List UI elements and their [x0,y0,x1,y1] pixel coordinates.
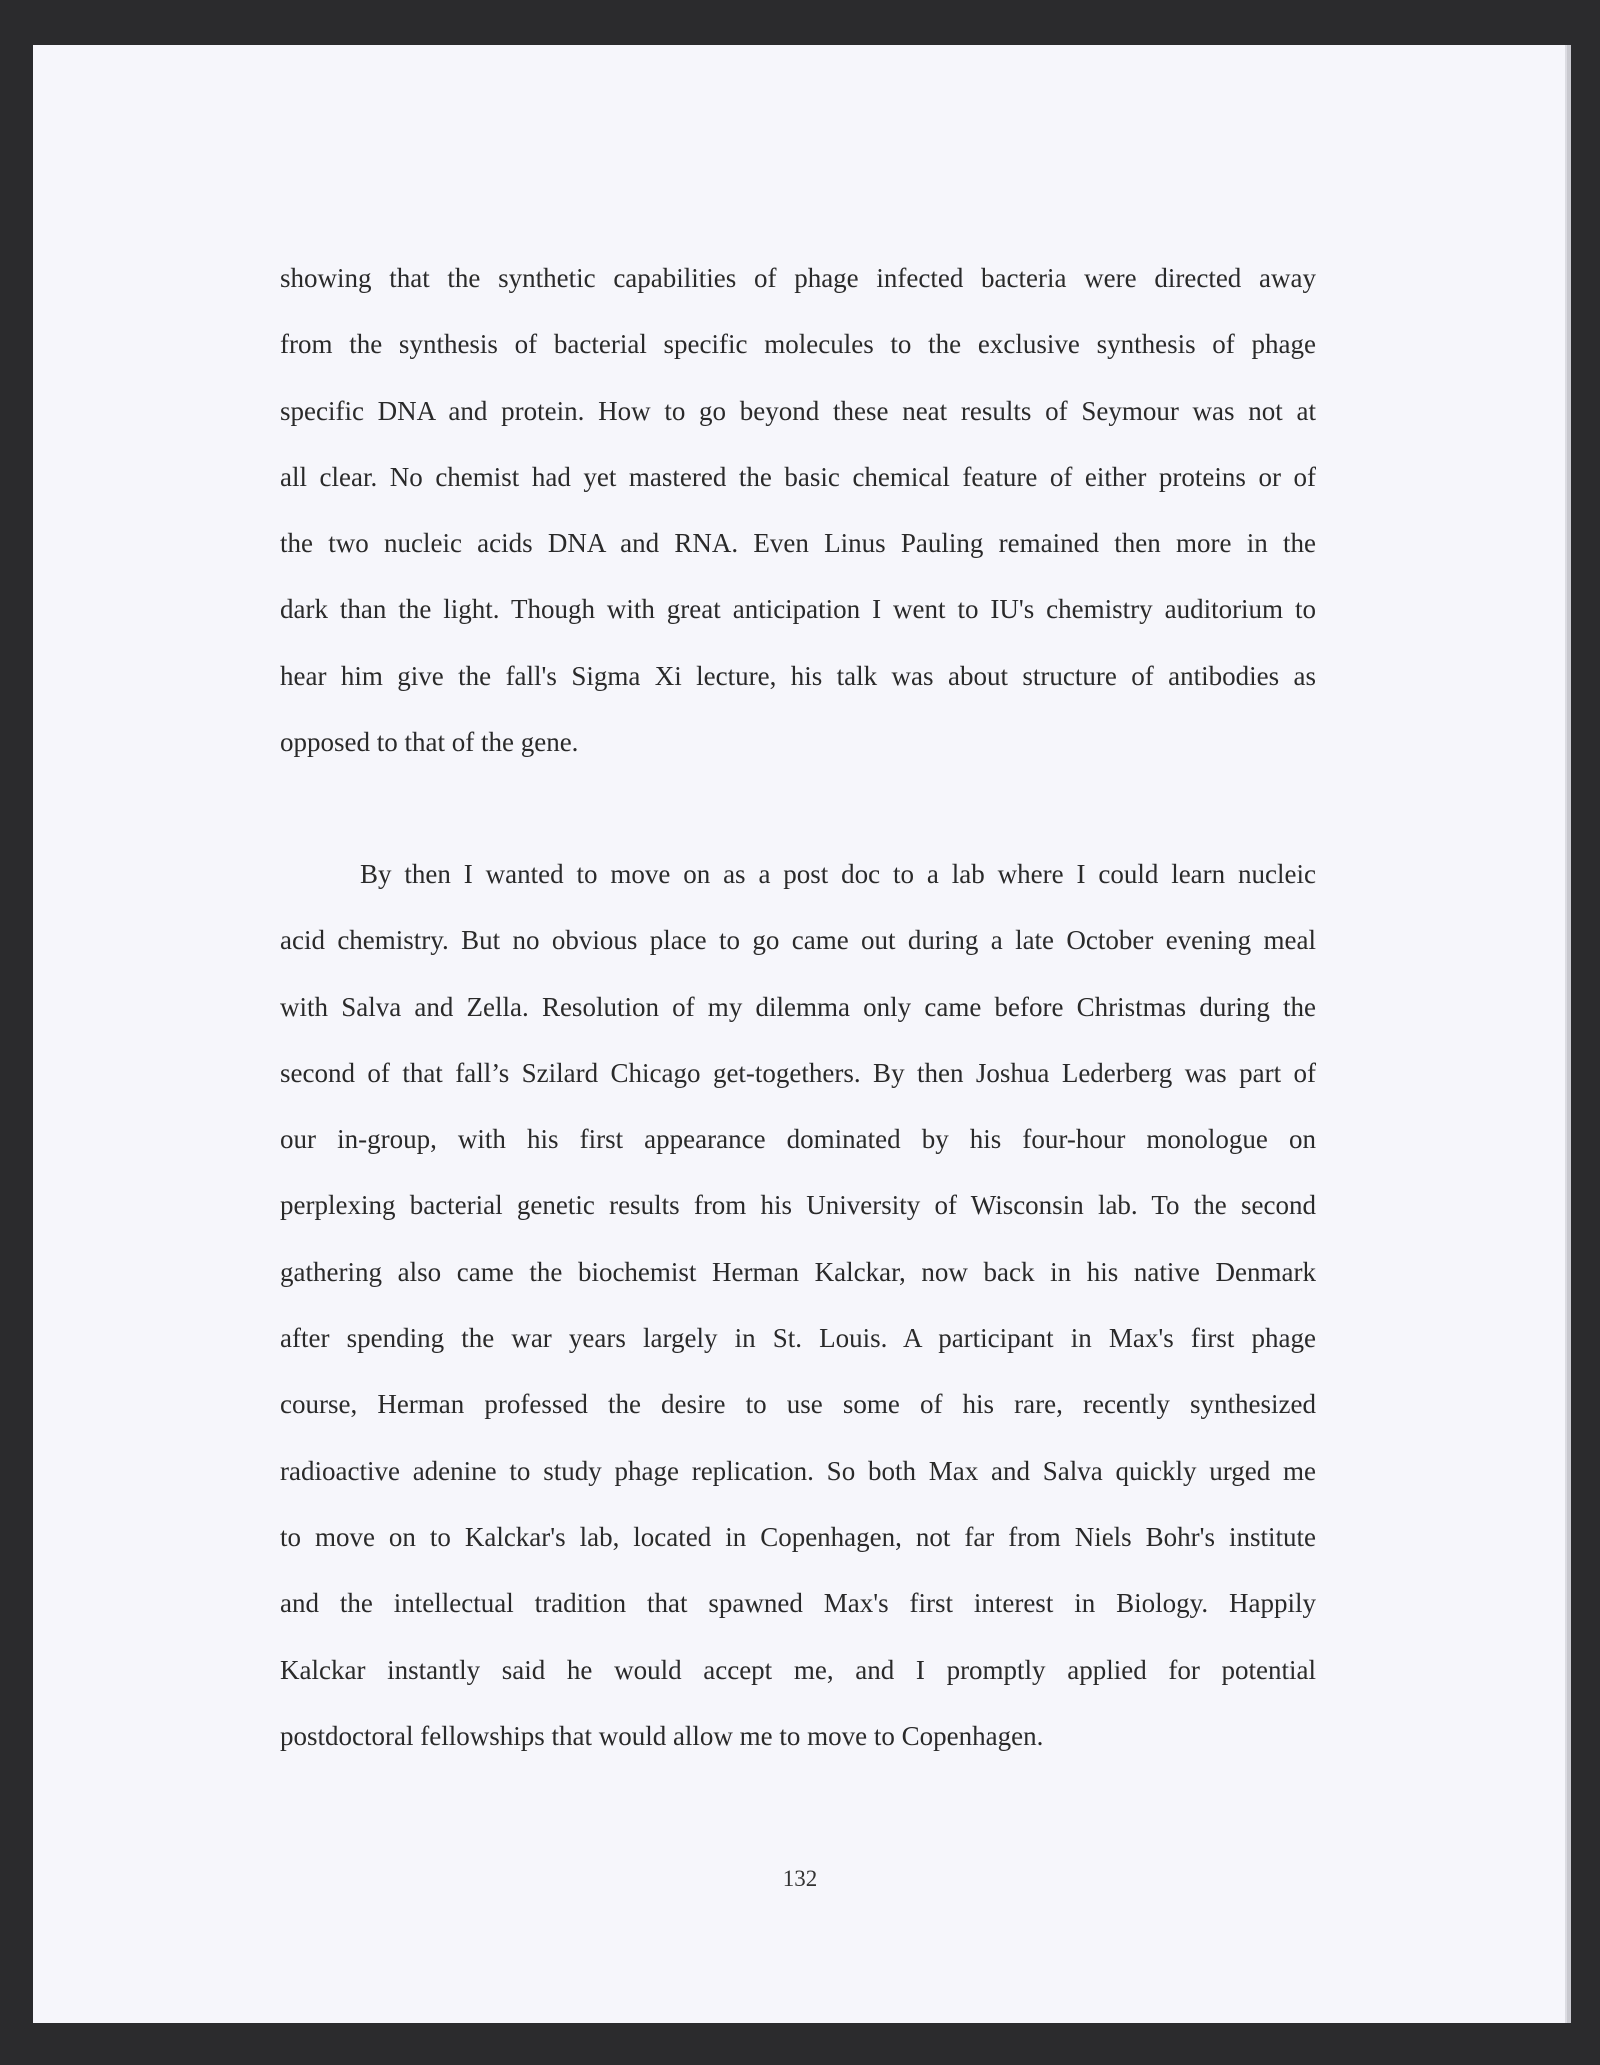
page-edge [1565,45,1571,2023]
text-line: to move on to Kalckar's lab, located in Copenhagen, not far from Niels Bohr's institute [280,1521,1316,1552]
text-line: dark than the light. Though with great anticipation I went to IU's chemistry auditorium to [280,594,1316,625]
text-line: gathering also came the biochemist Herman Kalckar, now back in his native Denmark [280,1256,1316,1287]
text-line: opposed to that of the gene. [280,727,579,758]
text-line: with Salva and Zella. Resolution of my dilemma only came before Christmas during the [280,991,1316,1022]
text-line: radioactive adenine to study phage replication. So both Max and Salva quickly urged me [280,1455,1316,1486]
text-line: hear him give the fall's Sigma Xi lecture, his talk was about structure of antibodies as [280,660,1316,691]
page-number: 132 [782,1866,818,1891]
text-line: Kalckar instantly said he would accept me, and I promptly applied for potential [280,1654,1316,1685]
text-line: all clear. No chemist had yet mastered the basic chemical feature of either proteins or of [280,461,1316,492]
text-line: specific DNA and protein. How to go beyond these neat results of Seymour was not at [280,395,1316,426]
text-line: from the synthesis of bacterial specific molecules to the exclusive synthesis of phage [280,329,1316,360]
text-line: the two nucleic acids DNA and RNA. Even Linus Pauling remained then more in the [280,528,1316,559]
text-line: acid chemistry. But no obvious place to go came out during a late October evening meal [280,925,1316,956]
text-line: By then I wanted to move on as a post doc to a lab where I could learn nucleic [360,859,1316,889]
text-line: perplexing bacterial genetic results from his University of Wisconsin lab. To the second [280,1190,1316,1221]
paragraph-2 [280,854,1316,1782]
text-line: course, Herman professed the desire to use some of his rare, recently synthesized [280,1389,1316,1420]
text-line: postdoctoral fellowships that would allow me to move to Copenhagen. [280,1720,1044,1751]
text-line: second of that fall’s Szilard Chicago get-togethers. By then Joshua Lederberg was part of [280,1057,1316,1088]
text-line: showing that the synthetic capabilities of phage infected bacteria were directed away [280,263,1316,293]
text-line: our in-group, with his first appearance dominated by his four-hour monologue on [280,1124,1316,1155]
text-line: and the intellectual tradition that spawned Max's first interest in Biology. Happily [280,1588,1316,1619]
paragraph-1 [280,258,1316,788]
text-line: after spending the war years largely in St. Louis. A participant in Max's first phage [280,1323,1316,1354]
